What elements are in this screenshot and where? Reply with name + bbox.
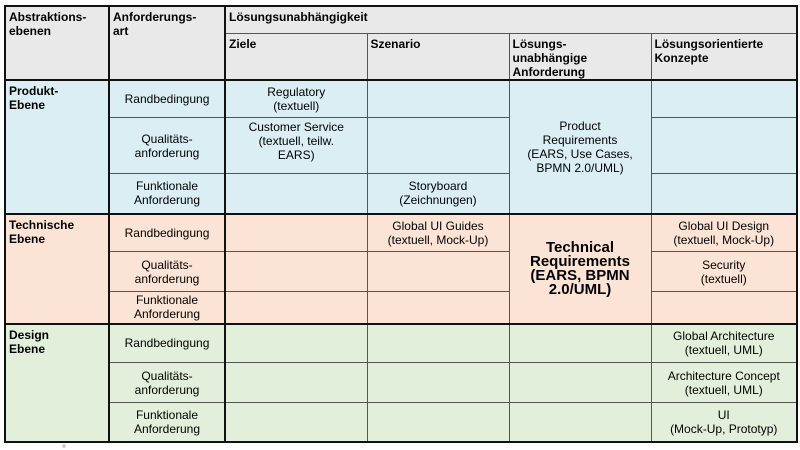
level-design-ebene: Design Ebene [5, 324, 109, 442]
cell-empty [225, 214, 367, 252]
cell-empty [651, 118, 797, 174]
header-anforderungsart: Anforderungs- art [109, 6, 225, 80]
cell-empty [651, 174, 797, 214]
cell-empty [225, 324, 367, 363]
header-ziele: Ziele [225, 33, 367, 80]
row-label-qualitaetsanforderung: Qualitäts- anforderung [109, 118, 225, 174]
cell-ui: UI (Mock-Up, Prototyp) [651, 403, 797, 442]
header-loesungsunabhaengige-anforderung: Lösungs- unabhängige Anforderung [509, 33, 651, 80]
cell-empty [225, 292, 367, 324]
cell-empty [367, 403, 509, 442]
level-technische-ebene: Technische Ebene [5, 214, 109, 324]
cell-global-ui-guides: Global UI Guides (textuell, Mock-Up) [367, 214, 509, 252]
cell-empty [651, 292, 797, 324]
decorative-dot [62, 444, 66, 448]
cell-security: Security (textuell) [651, 252, 797, 292]
cell-global-ui-design: Global UI Design (textuell, Mock-Up) [651, 214, 797, 252]
cell-empty [367, 292, 509, 324]
cell-empty [367, 363, 509, 403]
cell-empty [225, 363, 367, 403]
row-label-randbedingung: Randbedingung [109, 324, 225, 363]
level-produkt-ebene: Produkt- Ebene [5, 80, 109, 214]
cell-empty [509, 324, 651, 363]
row-label-qualitaetsanforderung: Qualitäts- anforderung [109, 252, 225, 292]
cell-empty [651, 80, 797, 118]
row-label-funktionale-anforderung: Funktionale Anforderung [109, 292, 225, 324]
cell-empty [225, 252, 367, 292]
cell-empty [509, 363, 651, 403]
cell-regulatory: Regulatory (textuell) [225, 80, 367, 118]
header-szenario: Szenario [367, 33, 509, 80]
cell-architecture-concept: Architecture Concept (textuell, UML) [651, 363, 797, 403]
cell-storyboard: Storyboard (Zeichnungen) [367, 174, 509, 214]
row-label-randbedingung: Randbedingung [109, 80, 225, 118]
header-abstraktionsebenen: Abstraktions- ebenen [5, 6, 109, 80]
cell-product-requirements: Product Requirements (EARS, Use Cases, BPMN 2.0/UML) [509, 80, 651, 214]
cell-empty [225, 403, 367, 442]
header-loesungsunabhaengigkeit: Lösungsunabhängigkeit [225, 6, 797, 33]
row-label-randbedingung: Randbedingung [109, 214, 225, 252]
cell-empty [367, 252, 509, 292]
cell-technical-requirements: Technical Requirements (EARS, BPMN 2.0/UML) [509, 214, 651, 324]
row-label-qualitaetsanforderung: Qualitäts- anforderung [109, 363, 225, 403]
cell-empty [509, 403, 651, 442]
cell-empty [367, 118, 509, 174]
cell-customer-service: Customer Service (textuell, teilw. EARS) [225, 118, 367, 174]
requirements-matrix-table [4, 5, 798, 443]
row-label-funktionale-anforderung: Funktionale Anforderung [109, 403, 225, 442]
cell-empty [367, 80, 509, 118]
header-loesungsorientierte-konzepte: Lösungsorientierte Konzepte [651, 33, 797, 80]
cell-empty [225, 174, 367, 214]
row-label-funktionale-anforderung: Funktionale Anforderung [109, 174, 225, 214]
cell-global-architecture: Global Architecture (textuell, UML) [651, 324, 797, 363]
cell-empty [367, 324, 509, 363]
